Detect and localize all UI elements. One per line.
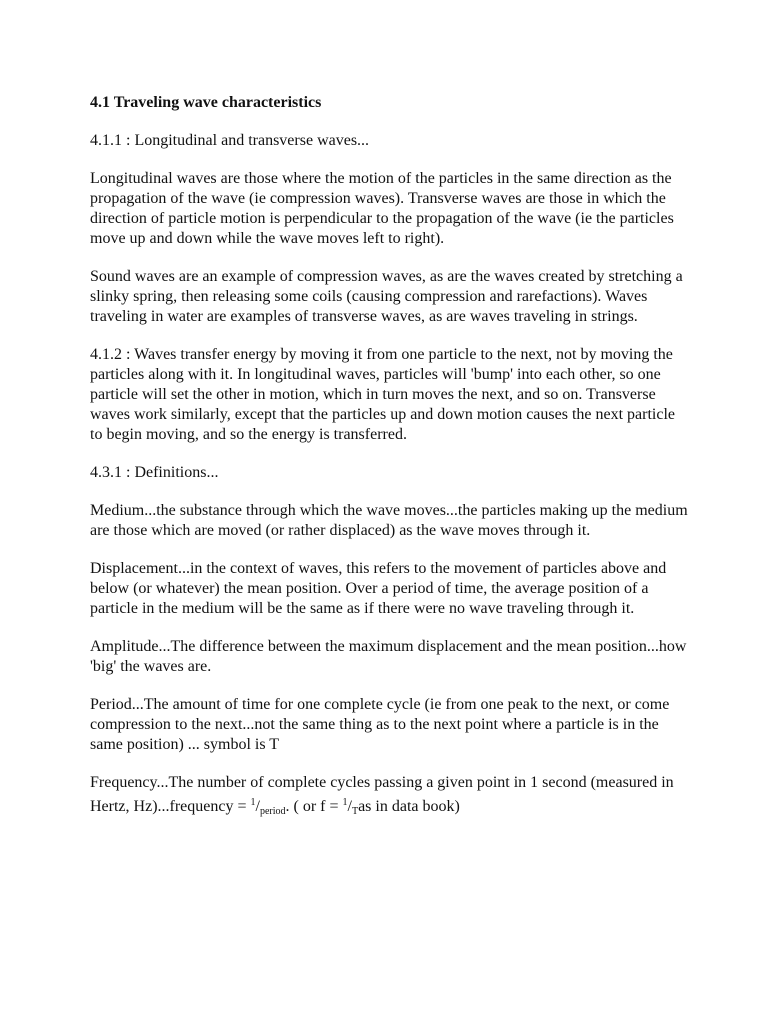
frequency-text-1: Frequency...The number of complete cycles passing a given point in 1 second (measured in Hertz, Hz)...frequency =: [90, 774, 674, 815]
frequency-denominator-1: period: [259, 806, 286, 817]
paragraph-sound-waves: Sound waves are an example of compression waves, as are the waves created by stretching a slinky spring, then releasing some coils (causing compression and rarefactions). Waves traveling in water are examples of transverse waves, as are waves traveling in strings.: [90, 268, 683, 325]
paragraph-amplitude: Amplitude...The difference between the maximum displacement and the mean position...how 'big' the waves are.: [90, 638, 687, 675]
frequency-text-2: . ( or f =: [285, 798, 343, 815]
paragraph-energy-transfer: 4.1.2 : Waves transfer energy by moving it from one particle to the next, not by moving the particles along with it. In longitudinal waves, particles will 'bump' into each other, so one particle will set the other in motion, which in turn moves the next, and so on. Transverse waves work similarly, except that the particles up and down motion causes the next particle to begin moving, and so the energy is transferred.: [90, 346, 676, 443]
section-heading: 4.1 Traveling wave characteristics: [90, 94, 322, 111]
paragraph-displacement: Displacement...in the context of waves, this refers to the movement of particles above and below (or whatever) the mean position. Over a period of time, the average position of a particle in the medium will be the same as if there were no wave traveling through it.: [90, 560, 667, 617]
frequency-numerator-1: 1: [250, 797, 256, 808]
frequency-text-3: as in data book): [358, 798, 460, 815]
paragraph-medium: Medium...the substance through which the wave moves...the particles making up the medium are those which are moved (or rather displaced) as the wave moves through it.: [90, 502, 688, 539]
paragraph-definitions-heading: 4.3.1 : Definitions...: [90, 464, 219, 481]
paragraph-longitudinal-transverse: Longitudinal waves are those where the motion of the particles in the same direction as the propagation of the wave (ie compression waves). Transverse waves are those in which the direction of particle motion is perpendicular to the propagation of the wave (ie the particles move up and down while the wave moves left to right).: [90, 170, 674, 247]
frequency-denominator-2: T: [351, 806, 359, 817]
paragraph-subsection-4-1-1: 4.1.1 : Longitudinal and transverse waves...: [90, 132, 370, 149]
paragraph-frequency: Frequency...The number of complete cycles passing a given point in 1 second (measured in Hertz, Hz)...frequency = $^1/_{period}$. ( or $f = ^1/_Tas$ in data book): [90, 774, 674, 817]
paragraph-period: Period...The amount of time for one complete cycle (ie from one peak to the next, or come compression to the next...not the same thing as to the next point where a particle is in the same position) ... symbol is T: [90, 696, 670, 753]
frequency-numerator-2: 1: [342, 797, 348, 808]
